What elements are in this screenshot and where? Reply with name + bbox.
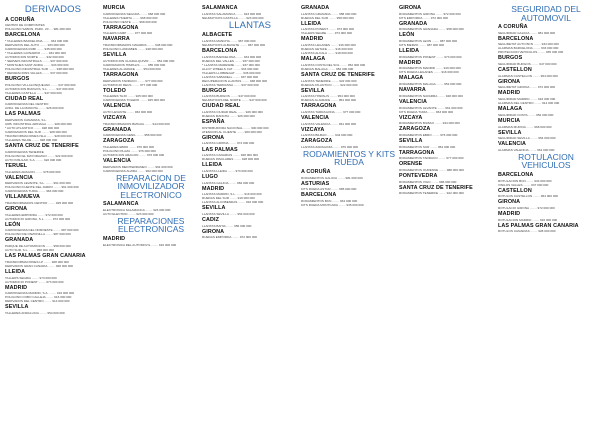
column-6 — [498, 4, 594, 420]
section-title: REPARACIONES ELECTRONICAS — [117, 215, 185, 235]
city-heading: ZARAGOZA — [301, 138, 333, 145]
listing-entry: RECUPERACION LLANTAS ........ 938 000 000 — [202, 78, 268, 83]
listing-entry: RODAMIENTOS MADRID ........ 916 000 000 — [399, 66, 461, 71]
city-heading: VALENCIA — [103, 103, 131, 110]
city-heading: LLEIDA — [399, 48, 420, 55]
city-heading: SALAMANCA — [202, 5, 238, 11]
city-heading: CASTELLON — [498, 67, 532, 74]
city-heading: MADRID — [5, 284, 28, 291]
listing-entry: RUEDAS MALAGA ........ 952 000 000 — [301, 66, 354, 71]
city-heading: A CORUÑA — [5, 16, 35, 23]
section — [202, 6, 298, 20]
listing-entry: TALLERS CAMP ........ 977 000 000 — [103, 31, 153, 36]
listing-entry: AUTO INSULAR, S.A. ........ 922 000 000 — [5, 157, 62, 162]
listing-entry: LLANTAS COSTA DEL SOL ........ 952 000 000 — [301, 62, 366, 67]
city-heading: GRANADA — [301, 5, 330, 11]
listing-entry: DERIVADOS LEVANTE, S.L. ........ 961 000 000 — [5, 181, 71, 186]
listing-entry: * REPARACIONS VALLES ........ 937 000 000 — [5, 71, 68, 75]
listing-entry: TRANSFORMACIONES LP ........ 928 000 000 — [5, 259, 69, 264]
listing-entry: RODAMIENTOS SUR ........ 954 000 000 — [399, 144, 456, 149]
city-heading: MALAGA — [301, 56, 326, 63]
listing-entry: CARROCERIAS GENIL ........ 958 000 000 — [103, 133, 162, 138]
city-heading: SANTA CRUZ DE TENERIFE — [399, 184, 473, 191]
city-heading: LUGO — [202, 173, 218, 180]
listing-entry: ALARMAS MURCIA ........ 968 000 000 — [498, 124, 552, 129]
listing-entry: AVDA. DE LA MANCHA ........ 926 000 000 — [5, 106, 64, 111]
city-heading: VALENCIA — [399, 98, 427, 105]
listing-entry: RODAMIENTOS GIRONA ........ 972 000 000 — [399, 11, 461, 16]
listing-entry: RODAMIENTOS PONENT ........ 973 000 000 — [399, 54, 462, 59]
listing-entry: ALARMAS CASTELLON ........ 964 000 000 — [498, 73, 558, 78]
listing-entry: AUTO LEVANTE ........ 963 000 000 — [103, 109, 153, 114]
listing-entry: DERIVADOS CANARIAS, S.L. — [5, 118, 47, 123]
city-heading: LEÓN — [5, 221, 21, 228]
city-heading: MADRID — [202, 185, 225, 192]
city-heading: TOLEDO — [103, 87, 126, 94]
city-heading: NAVARRA — [103, 36, 130, 43]
city-heading: MADRID — [399, 59, 422, 66]
listing-entry: CARROZADOS DEL SUR ........ 928 000 000 — [5, 130, 67, 135]
listing-entry: RODAMIENTOS TENERIFE ........ 922 000 000 — [399, 191, 464, 196]
listing-entry: LLANTAS SEVILLA ........ 954 000 000 — [202, 211, 255, 216]
listing-entry: AUTOMOCION NORTE ........ 932 000 000 — [5, 54, 64, 59]
listing-entry: * MONTAJES SANT ADRIA ........ 933 000 000 — [5, 62, 69, 67]
listing-entry: LLANTAS GALICIA ........ 982 000 000 — [202, 180, 255, 185]
listing-entry: RUEDAS DEL SUR ........ 916 000 000 — [202, 196, 255, 201]
city-heading: MADRID — [301, 36, 324, 43]
listing-entry: RUEDAS GETAFE ........ 916 000 000 — [301, 47, 353, 52]
listing-entry: ROTULOS CANARIAS ........ 928 000 000 — [498, 229, 556, 234]
listing-entry: TALLERES ANDALUCIA ........ 954 000 000 — [5, 310, 65, 315]
listing-entry: LLANTAS LEGANES ........ 916 000 000 — [301, 43, 356, 48]
city-heading: GRANADA — [399, 20, 428, 27]
city-heading: A CORUÑA — [498, 24, 528, 30]
listing-entry: CARROCERIAS TENERIFE — [5, 149, 44, 154]
section-title: DERIVADOS — [24, 4, 82, 15]
listing-entry: TALLERES ALJARAFE ........ 954 000 000 — [103, 66, 161, 71]
listing-entry: LLANTAS TARRAGONA ........ 977 000 000 — [301, 109, 361, 114]
city-heading: SEVILLA — [202, 205, 226, 212]
listing-entry: LLANTAS CANARIAS ........ 928 000 000 — [202, 153, 259, 158]
listing-entry: RUEDAS ALJARAFE ........ 954 000 000 — [301, 98, 357, 103]
city-heading: TARRAGONA — [103, 24, 139, 31]
listing-entry: ROTULACION BCN ........ 934 000 000 — [498, 178, 552, 183]
city-heading: SEVILLA — [5, 304, 29, 311]
listing-entry: RODAMIENTOS OURENSE ........ 988 000 000 — [399, 167, 464, 172]
city-heading: ALBACETE — [202, 32, 233, 39]
listing-entry: LLANTAS TENERIFE ........ 922 000 000 — [301, 78, 357, 83]
city-heading: LAS PALMAS — [5, 111, 41, 118]
city-heading: GIRONA — [202, 134, 225, 141]
city-heading: VIZCAYA — [301, 126, 325, 133]
listing-entry: RODAMIENTOS GALICIA ........ 981 000 000 — [301, 175, 363, 180]
listing-entry: SEGURIDAD BURGOS ........ 947 000 000 — [498, 62, 557, 67]
listing-entry: RUEDAS DEL SUR ........ 958 000 000 — [301, 15, 354, 20]
city-heading: BURGOS — [202, 87, 227, 94]
city-heading: PONTEVEDRA — [399, 173, 438, 179]
section-title: ROTULACION VEHICULOS — [518, 151, 574, 171]
column-1 — [5, 4, 101, 420]
listing-entry: LLANTAS LLEIDA ........ 973 000 000 — [202, 168, 253, 173]
listing-entry: TRANSFORMADOS CENTRO ........ 925 000 000 — [5, 201, 74, 205]
listing-entry: CARROCERIAS MADRID, S.A. ........ 916 000 000 — [5, 291, 75, 296]
city-heading: SANTA CRUZ DE TENERIFE — [301, 71, 375, 78]
listing-entry: URB. INDUSTRIAL ARINAGA ........ 928 000 000 — [5, 122, 72, 127]
listing-entry: RUEDAS EMPORDA ........ 972 000 000 — [202, 235, 258, 240]
listing-entry: DERIVADOS TARRACO ........ 977 000 000 — [103, 78, 163, 83]
listing-entry: DERIVADOS DEL CENTRO ........ 914 000 000 — [5, 299, 70, 304]
listing-entry: SEGURIDAD COSTA ........ 952 000 000 — [498, 112, 554, 117]
listing-entry: KITS RUEDA MONTCADA ........ 935 000 000 — [301, 203, 364, 208]
listing-entry: RODAMIENTOS EBRO ........ 976 000 000 — [399, 132, 458, 137]
column-2 — [103, 4, 199, 420]
listing-entry: TALLERES TELDE ........ 928 000 000 — [5, 138, 58, 143]
listing-entry: SEGURETAT AUTO BCN ........ 934 000 000 — [498, 42, 559, 47]
listing-entry: RUEDAS DEL VALLES ........ 937 000 000 — [202, 58, 260, 63]
listing-entry: AUTOMOCIO GIRONA, S.L. ........ 972 000 000 — [5, 216, 71, 221]
listing-entry: TRANSFORMADOS BIZKAIA ........ 944 000 000 — [103, 121, 170, 126]
listing-entry: POLIGONO COBO CALLEJA ........ 916 000 000 — [5, 295, 72, 300]
city-heading: TARRAGONA — [103, 71, 139, 78]
city-heading: TARRAGONA — [399, 149, 435, 156]
city-heading: ORENSE — [399, 161, 423, 168]
listing-entry: ALARMAS VALENCIA ........ 961 000 000 — [498, 147, 555, 152]
listing-entry: POLIGONO DE ONZONILLA ........ 987 000 000 — [5, 232, 71, 237]
listing-entry: ALARMAS BARCELONA ........ 933 000 000 — [498, 46, 559, 51]
listing-entry: KITS RUEDA TURIA ........ 963 000 000 — [399, 109, 454, 114]
listing-entry: TALLERS LLOBREGAT ........ 936 000 000 — [202, 70, 261, 75]
listing-entry: LLANTAS HISPALIS ........ 954 000 000 — [301, 94, 355, 99]
city-heading: LAS PALMAS — [202, 146, 238, 153]
city-heading: TARRAGONA — [301, 103, 337, 110]
listing-entry: TALLERS SEGRE ........ 973 000 000 — [301, 31, 353, 36]
city-heading: CIUDAD REAL — [5, 95, 44, 102]
listing-entry: SEGURIDAD SEVILLA ........ 954 000 000 — [498, 136, 556, 141]
column-5 — [399, 4, 495, 420]
listing-entry: CARROZADOS HISPALIS ........ 955 000 000 — [103, 62, 166, 67]
listing-entry: TALLERES ARAGON ........ 978 000 000 — [5, 169, 61, 174]
city-heading: ASTURIAS — [301, 180, 330, 187]
city-heading: MALAGA — [399, 75, 424, 82]
city-heading: MADRID — [103, 235, 126, 242]
listing-entry: RODAMIENTOS LEON ........ 987 000 000 — [399, 39, 458, 44]
listing-entry: AUTOMOCIO PONENT ........ 973 000 000 — [5, 279, 64, 284]
city-heading: GIRONA — [5, 206, 28, 213]
city-heading: ESPAÑA — [202, 119, 225, 126]
section — [103, 6, 199, 173]
city-heading: GIRONA — [498, 78, 521, 85]
city-heading: GRANADA — [5, 237, 34, 244]
listing-entry: LLANTAS GIRONA ........ 972 000 000 — [202, 141, 255, 146]
listing-entry: DERIVADOS MEDITERRANEO ........ 961 000 000 — [103, 164, 173, 169]
listing-entry: PARQUE DE AUTOMOCION ........ 958 000 000 — [5, 244, 71, 249]
city-heading: SALAMANCA — [103, 201, 139, 208]
listing-entry: RUEDAS MANCHA ........ 926 000 000 — [202, 114, 255, 119]
listing-entry: POLIGONO OESTE ........ 968 000 000 — [103, 19, 157, 24]
listing-entry: KITS EMPORDA ........ 972 000 000 — [399, 15, 449, 20]
section — [5, 5, 101, 315]
listing-entry: CARROCERIAS SEGURA ........ 968 000 000 — [103, 11, 166, 16]
listing-entry: KITS BIERZO ........ 987 000 000 — [399, 43, 445, 48]
city-heading: GIRONA — [399, 5, 422, 11]
listing-entry: AUTOMOCION BURGOS, S.L. ........ 947 000 000 — [5, 86, 74, 91]
listing-entry: RODAMIENTOS MALAGA ........ 952 000 000 — [399, 82, 462, 87]
section — [301, 6, 397, 149]
city-heading: BARCELONA — [202, 47, 238, 54]
listing-entry: LLANTAS PONENT ........ 973 000 000 — [301, 27, 355, 32]
listing-entry: POLIGONO VILLALONQUEJAR ........ 947 000 000 — [5, 82, 76, 87]
listing-entry: DISTRIBUIDORA NACIONAL ........ 900 000 000 — [202, 125, 269, 130]
listing-entry: AUTO ELECTRIC ........ 923 000 000 — [103, 211, 154, 216]
city-heading: LEÓN — [399, 32, 415, 39]
city-heading: VALENCIA — [498, 141, 526, 148]
listing-entry: CARROCERIAS RUBI ........ 935 000 000 — [5, 46, 62, 51]
section — [498, 5, 594, 152]
section-title: REPARACION DE INMOVILIZADOR ELECTRONICO — [116, 172, 186, 200]
city-heading: GIRONA — [202, 228, 225, 235]
listing-entry: * TALLERES GUINARDO ........ 934 000 000 — [5, 50, 66, 55]
listing-entry: ALLOY WHEELS CAT ........ 933 000 000 — [202, 66, 259, 71]
city-heading: BARCELONA — [498, 171, 534, 178]
city-heading: SEVILLA — [498, 129, 522, 136]
listing-entry: CARROCERIAS DEL NOROESTE ........ 987 000 000 — [5, 228, 79, 233]
listing-entry: RODAMIENTOS LEVANTE ........ 961 000 000 — [399, 105, 463, 110]
listing-entry: ATENCION AL CLIENTE ........ 900 000 000 — [202, 129, 262, 134]
city-heading: GIRONA — [498, 199, 521, 206]
listing-entry: CARROCERIAS TOLEDO ........ 925 000 000 — [103, 98, 165, 103]
section-title: RODAMIENTOS Y KITS RUEDA — [302, 148, 396, 168]
listing-entry: POLIGONO FUENTE DEL JARRO ........ 961 000 000 — [5, 185, 79, 190]
listing-entry: DERIVADOS GRAN CANARIA ........ 928 000 000 — [5, 263, 74, 268]
city-heading: CADIZ — [202, 216, 219, 223]
listing-entry: TALLERES EBRO ........ 976 000 000 — [103, 144, 155, 149]
column-3 — [202, 4, 298, 420]
listing-entry: POLIGONO INDUSTRIAL SUR ........ 938 000 000 — [5, 66, 74, 71]
listing-entry: ALARMAS DEL CENTRO ........ 914 000 000 — [498, 101, 560, 106]
listing-entry: AUTOMOCION GUADALQUIVIR ........ 954 000 000 — [103, 58, 175, 63]
listing-entry: RODAMIENTOS VIGO ........ 986 000 000 — [399, 179, 457, 184]
section — [399, 6, 495, 195]
listing-entry: AUTOMOCIO REUS ........ 977 000 000 — [103, 82, 158, 87]
city-heading: NAVARRA — [399, 87, 426, 94]
city-heading: SEVILLA — [301, 87, 325, 94]
listing-entry: RODAMIENTOS NAVARRA ........ 948 000 000 — [399, 93, 463, 98]
listing-entry: POLIGONO SABON, PARC. 20 .... 981 000 000 — [5, 27, 71, 32]
listing-entry: * TALLERES BARCELONA ........ 934 000 000 — [5, 38, 69, 43]
listing-entry: LLANTAS TERRASSA ........ 937 000 000 — [202, 82, 259, 87]
city-heading: VIZCAYA — [399, 114, 423, 121]
listing-entry: SEGURIDAD MADRID ........ 916 000 000 — [498, 97, 556, 102]
listing-entry: LLANTAS SALAMANCA ........ 923 000 000 — [202, 11, 262, 16]
listing-entry: ELECTRONICA DEL AUTOMOVIL ........ 916 000 000 — [103, 242, 177, 247]
listing-entry: ROTULACIO GIRONA ........ 972 000 000 — [498, 205, 555, 210]
city-heading: ZARAGOZA — [399, 126, 431, 133]
listing-entry: RODAMIENTOS BCN ........ 934 000 000 — [301, 199, 358, 204]
listing-entry: TALLERS SEGRIA ........ 973 000 000 — [5, 275, 57, 280]
listing-entry: CARROCERIAS DEL CENTRO — [5, 102, 49, 107]
listing-entry: AUTOMOCION ARAGON ........ 976 000 000 — [103, 153, 165, 157]
city-heading: LLEIDA — [301, 20, 322, 27]
city-heading: SANTA CRUZ DE TENERIFE — [5, 143, 79, 150]
listing-entry: POLIGONO LANDABEN ........ 948 000 000 — [103, 47, 163, 52]
listing-entry: TALLERES CASTILLA ........ 947 000 000 — [5, 90, 62, 95]
city-heading: BARCELONA — [5, 32, 41, 39]
listing-entry: KITS RUEDA ASTUR ........ 985 000 000 — [301, 187, 357, 192]
listing-entry: AUTO SUR, S.L. ........ 958 000 000 — [5, 248, 54, 253]
listing-entry: ROTULOS CASTELLON ........ 964 000 000 — [498, 194, 559, 199]
listing-entry: NEUMATICOS ALBACETE ........ 967 000 000 — [202, 42, 266, 47]
listing-entry: SEGURETAT GIRONA ........ 972 000 000 — [498, 85, 556, 90]
city-heading: SEVILLA — [103, 52, 127, 59]
listing-entry: * SERVEIS INDUSTRIALS ........ 937 000 000 — [5, 58, 68, 63]
listing-entry: KITS RUEDA LEGANES ........ 916 000 000 — [399, 70, 459, 75]
listing-entry: * AUTO ATLANTICO ........ 928 000 000 — [5, 126, 60, 131]
listing-entry: ELECTRONICA SALAMANCA ........ 923 000 000 — [103, 207, 171, 212]
listing-entry: LLANTAS MADRID, S.L. ........ 916 000 000 — [202, 192, 262, 197]
listing-entry: NEUMATICOS CASTILLA ........ 923 000 000 — [202, 15, 264, 20]
listing-entry: LLANTAS MANCHA ........ 967 000 000 — [202, 38, 256, 43]
listing-entry: LLANTAS CIUDAD REAL ........ 926 000 000 — [202, 110, 263, 115]
section — [103, 174, 199, 216]
listing-entry: RUEDAS ATLANTICO ........ 922 000 000 — [301, 82, 358, 87]
city-heading: CASTELLON — [498, 187, 532, 194]
city-heading: TERUEL — [5, 162, 28, 169]
listing-entry: CENTRO DE COMPOSITES — [5, 23, 45, 28]
listing-entry: NEUMATICOS DEL NORTE ........ 947 000 000 — [202, 98, 267, 103]
listing-entry: TALLERES HUERTA ........ 968 000 000 — [103, 15, 158, 20]
section — [301, 150, 397, 207]
city-heading: VILLANUEVA — [5, 194, 41, 201]
listing-entry: SEGURIDAD GALICIA ........ 981 000 000 — [498, 30, 556, 35]
city-heading: LLEIDA — [202, 162, 223, 169]
listing-entry: POLIGONO EL MAYORAZGO ........ 922 000 000 — [5, 153, 73, 158]
city-heading: CIUDAD REAL — [202, 103, 241, 110]
listing-entry: LLANTAS SABADELL ........ 937 000 000 — [202, 74, 259, 79]
listing-entry: RUEDAS INSULARES ........ 928 000 000 — [202, 157, 260, 162]
city-heading: SEVILLA — [399, 137, 423, 144]
listing-entry: LLANTAS BILBAO ........ 944 000 000 — [301, 133, 353, 138]
listing-entry: * LLANTAS MARESME ........ 937 000 000 — [202, 62, 260, 67]
city-heading: BARCELONA — [498, 35, 534, 42]
listing-entry: DERIVADOS DEL AUTO ........ 933 000 000 — [5, 42, 65, 47]
listing-entry: LLANTAS GRANADA ........ 958 000 000 — [301, 11, 357, 16]
listing-entry: LLANTAS ALCALA ........ 918 000 000 — [301, 51, 353, 56]
city-heading: LLEIDA — [5, 268, 26, 275]
city-heading: BURGOS — [498, 55, 523, 62]
listing-entry: LLANTAS ZARAGOZA ........ 976 000 000 — [301, 144, 359, 149]
city-heading: VALENCIA — [5, 174, 33, 181]
city-heading: VALENCIA — [103, 158, 131, 165]
listing-entry: PROTECCION VEHICULOS ........ 935 000 000 — [498, 50, 564, 55]
section-title: SEGURIDAD DEL AUTOMOVIL — [511, 4, 581, 23]
listing-entry: TRANSFORMACIONES ISLA ........ 928 000 000 — [5, 134, 72, 139]
city-heading: A CORUÑA — [301, 168, 331, 175]
listing-entry: VINILOS VALLES ........ 937 000 000 — [498, 182, 549, 187]
city-heading: LAS PALMAS GRAN CANARIA — [5, 253, 86, 260]
listing-entry: LLANTAS BAHIA ........ 956 000 000 — [202, 223, 252, 228]
listing-entry: TALLERES TAJO ........ 925 000 000 — [103, 94, 153, 99]
listing-entry: CARROCERIAS TURIA ........ 963 000 000 — [5, 189, 64, 194]
listing-entry: LLANTAS ALCOBENDAS ........ 916 000 000 — [202, 200, 264, 205]
listing-entry: RODAMIENTOS BILBAO ........ 944 000 000 — [399, 121, 460, 126]
city-heading: MALAGA — [498, 106, 523, 113]
section-title: LLANTAS — [228, 19, 272, 31]
listing-entry: CARROCERIAS ALZIRA ........ 962 000 000 — [103, 168, 163, 173]
city-heading: MURCIA — [498, 117, 521, 124]
section — [202, 21, 298, 240]
city-heading: MADRID — [498, 211, 521, 217]
city-heading: GRANADA — [103, 126, 132, 133]
city-heading: ZARAGOZA — [103, 138, 135, 145]
city-heading: MADRID — [498, 90, 521, 97]
listing-entry: LLANTAS BURGOS ........ 947 000 000 — [202, 94, 256, 99]
city-heading: BARCELONA — [301, 192, 337, 199]
listing-entry: RODAMIENTOS TARRACO ........ 977 000 000 — [399, 156, 464, 161]
city-heading: MURCIA — [103, 5, 126, 11]
city-heading: LAS PALMAS GRAN CANARIA — [498, 222, 579, 229]
listing-entry: POLIGONO PLAZA ........ 976 000 000 — [103, 148, 156, 153]
listing-entry: LLANTAS VALENCIA ........ 961 000 000 — [301, 121, 357, 126]
city-heading: VALENCIA — [301, 114, 329, 121]
city-heading: BURGOS — [5, 76, 30, 83]
listing-entry: LLANTAS BARCELONA ........ 934 000 000 — [202, 54, 262, 59]
listing-entry: RODAMIENTOS GRANADA ........ 958 000 000 — [399, 27, 464, 32]
listing-entry: TALLERES EMPORDA ........ 972 000 000 — [5, 212, 63, 217]
section — [103, 217, 199, 247]
column-4 — [301, 4, 397, 420]
city-heading: VIZCAYA — [103, 114, 127, 121]
listing-entry: TRANSFORMADOS NAVARRA ........ 948 000 000 — [103, 43, 173, 48]
listing-entry: ROTULACION MADRID ........ 916 000 000 — [498, 217, 558, 222]
section — [498, 153, 594, 233]
